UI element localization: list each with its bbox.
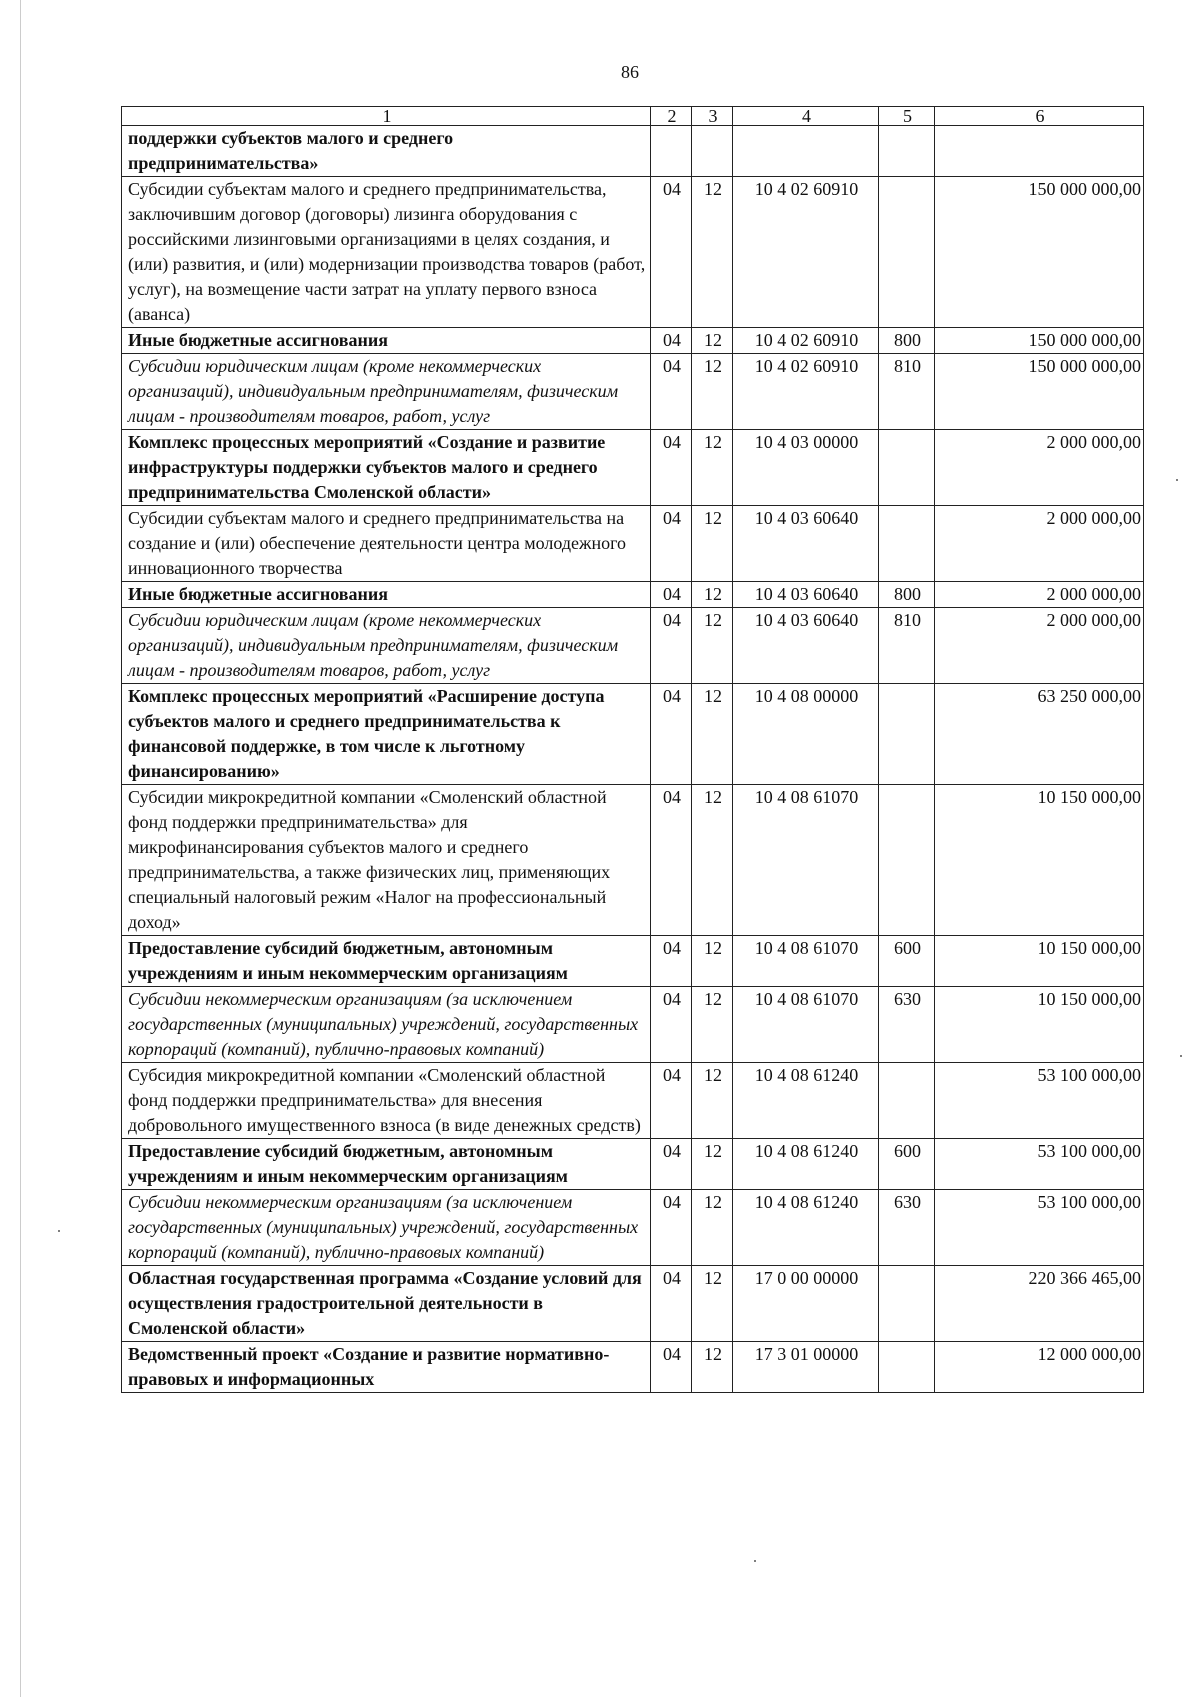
row-section-cell: 04 (651, 506, 692, 582)
row-name-cell: Субсидии некоммерческим организациям (за исключением государственных (муниципальных) учреждений, государственных корпораций (компаний), публично-правовых компаний) (122, 1190, 651, 1266)
table-row (122, 177, 1144, 328)
row-expense-type-cell: 600 (879, 1139, 935, 1190)
row-name-cell: Предоставление субсидий бюджетным, автономным учреждениям и иным некоммерческим организациям (122, 1139, 651, 1190)
row-name-cell: Комплекс процессных мероприятий «Создание и развитие инфраструктуры поддержки субъектов малого и среднего предпринимательства Смоленской области» (122, 430, 651, 506)
row-name-cell: Предоставление субсидий бюджетным, автономным учреждениям и иным некоммерческим организациям (122, 936, 651, 987)
row-amount-cell: 2 000 000,00 (935, 608, 1144, 684)
row-amount-cell: 10 150 000,00 (935, 936, 1144, 987)
row-amount-cell: 2 000 000,00 (935, 430, 1144, 506)
row-subsection-cell: 12 (692, 684, 733, 785)
table-row (122, 582, 1144, 608)
row-name-cell: Ведомственный проект «Создание и развитие нормативно-правовых и информационных (122, 1342, 651, 1393)
row-target-article-cell: 10 4 08 61240 (733, 1139, 879, 1190)
row-name-cell: Комплекс процессных мероприятий «Расширение доступа субъектов малого и среднего предпринимательства к финансовой поддержке, в том числе к льготному финансированию» (122, 684, 651, 785)
row-section-cell: 04 (651, 1063, 692, 1139)
row-target-article-cell: 10 4 08 61240 (733, 1063, 879, 1139)
row-section-cell: 04 (651, 785, 692, 936)
row-expense-type-cell (879, 126, 935, 177)
row-amount-cell: 12 000 000,00 (935, 1342, 1144, 1393)
table-row (122, 785, 1144, 936)
row-section-cell: 04 (651, 582, 692, 608)
row-target-article-cell: 10 4 08 61240 (733, 1190, 879, 1266)
row-target-article-cell: 10 4 02 60910 (733, 177, 879, 328)
table-row (122, 1266, 1144, 1342)
row-expense-type-cell: 810 (879, 354, 935, 430)
row-target-article-cell: 10 4 08 61070 (733, 936, 879, 987)
row-expense-type-cell: 600 (879, 936, 935, 987)
row-amount-cell: 63 250 000,00 (935, 684, 1144, 785)
row-section-cell: 04 (651, 1266, 692, 1342)
row-target-article-cell: 10 4 03 60640 (733, 608, 879, 684)
row-expense-type-cell (879, 430, 935, 506)
row-target-article-cell: 10 4 03 60640 (733, 582, 879, 608)
table-row (122, 1190, 1144, 1266)
header-cell-name: 1 (122, 107, 651, 126)
row-subsection-cell: 12 (692, 936, 733, 987)
row-name-cell: Иные бюджетные ассигнования (122, 328, 651, 354)
row-expense-type-cell: 800 (879, 582, 935, 608)
row-name-cell: Иные бюджетные ассигнования (122, 582, 651, 608)
scan-speck (754, 1560, 756, 1562)
row-subsection-cell (692, 126, 733, 177)
row-amount-cell: 150 000 000,00 (935, 328, 1144, 354)
budget-table (121, 106, 1144, 1393)
row-target-article-cell: 10 4 02 60910 (733, 354, 879, 430)
row-subsection-cell: 12 (692, 1139, 733, 1190)
row-amount-cell: 10 150 000,00 (935, 785, 1144, 936)
header-cell-section: 2 (651, 107, 692, 126)
row-section-cell: 04 (651, 1342, 692, 1393)
row-target-article-cell: 10 4 02 60910 (733, 328, 879, 354)
header-cell-target-article: 4 (733, 107, 879, 126)
row-target-article-cell: 10 4 03 60640 (733, 506, 879, 582)
row-section-cell (651, 126, 692, 177)
row-section-cell: 04 (651, 1139, 692, 1190)
row-name-cell: Субсидии субъектам малого и среднего предпринимательства, заключившим договор (договоры) лизинга оборудования с российскими лизинговыми организациями в целях создания, и (или) развития, и (или) модернизации производства товаров (работ, услуг), на возмещение части затрат на уплату первого взноса (аванса) (122, 177, 651, 328)
row-subsection-cell: 12 (692, 785, 733, 936)
row-amount-cell: 2 000 000,00 (935, 506, 1144, 582)
row-name-cell: Субсидии некоммерческим организациям (за исключением государственных (муниципальных) учреждений, государственных корпораций (компаний), публично-правовых компаний) (122, 987, 651, 1063)
table-row (122, 126, 1144, 177)
row-name-cell: Субсидии микрокредитной компании «Смоленский областной фонд поддержки предпринимательства» для микрофинансирования субъектов малого и среднего предпринимательства, а также физических лиц, применяющих специальный налоговый режим «Налог на профессиональный доход» (122, 785, 651, 936)
row-expense-type-cell (879, 1266, 935, 1342)
row-section-cell: 04 (651, 684, 692, 785)
row-section-cell: 04 (651, 936, 692, 987)
row-section-cell: 04 (651, 328, 692, 354)
row-expense-type-cell: 630 (879, 1190, 935, 1266)
row-expense-type-cell (879, 177, 935, 328)
row-expense-type-cell: 630 (879, 987, 935, 1063)
scan-edge-mark (20, 0, 21, 1697)
scan-speck (1180, 1055, 1182, 1057)
table-row (122, 328, 1144, 354)
row-subsection-cell: 12 (692, 582, 733, 608)
row-subsection-cell: 12 (692, 354, 733, 430)
row-expense-type-cell (879, 506, 935, 582)
row-expense-type-cell (879, 1342, 935, 1393)
row-subsection-cell: 12 (692, 608, 733, 684)
row-section-cell: 04 (651, 1190, 692, 1266)
row-subsection-cell: 12 (692, 1342, 733, 1393)
row-amount-cell: 150 000 000,00 (935, 177, 1144, 328)
table-row (122, 506, 1144, 582)
scan-speck (1176, 479, 1178, 481)
row-target-article-cell: 10 4 08 61070 (733, 785, 879, 936)
row-name-cell: Субсидии юридическим лицам (кроме некоммерческих организаций), индивидуальным предпринимателям, физическим лицам - производителям товаров, работ, услуг (122, 354, 651, 430)
row-name-cell: Субсидии субъектам малого и среднего предпринимательства на создание и (или) обеспечение деятельности центра молодежного инновационного творчества (122, 506, 651, 582)
row-subsection-cell: 12 (692, 1190, 733, 1266)
row-target-article-cell (733, 126, 879, 177)
row-subsection-cell: 12 (692, 506, 733, 582)
row-amount-cell: 2 000 000,00 (935, 582, 1144, 608)
row-name-cell: Субсидия микрокредитной компании «Смоленский областной фонд поддержки предпринимательства» для внесения добровольного имущественного взноса (в виде денежных средств) (122, 1063, 651, 1139)
table-row (122, 608, 1144, 684)
row-subsection-cell: 12 (692, 987, 733, 1063)
page-number: 86 (621, 62, 639, 82)
table-row (122, 1139, 1144, 1190)
row-expense-type-cell: 800 (879, 328, 935, 354)
table-row (122, 354, 1144, 430)
scan-speck (58, 1230, 60, 1232)
row-subsection-cell: 12 (692, 328, 733, 354)
row-expense-type-cell (879, 684, 935, 785)
row-name-cell: Областная государственная программа «Создание условий для осуществления градостроительной деятельности в Смоленской области» (122, 1266, 651, 1342)
row-section-cell: 04 (651, 608, 692, 684)
row-amount-cell (935, 126, 1144, 177)
table-row (122, 987, 1144, 1063)
row-subsection-cell: 12 (692, 177, 733, 328)
row-section-cell: 04 (651, 354, 692, 430)
row-amount-cell: 53 100 000,00 (935, 1063, 1144, 1139)
row-amount-cell: 10 150 000,00 (935, 987, 1144, 1063)
table-row (122, 430, 1144, 506)
row-subsection-cell: 12 (692, 1063, 733, 1139)
row-subsection-cell: 12 (692, 1266, 733, 1342)
row-amount-cell: 150 000 000,00 (935, 354, 1144, 430)
row-amount-cell: 53 100 000,00 (935, 1190, 1144, 1266)
row-name-cell: Субсидии юридическим лицам (кроме некоммерческих организаций), индивидуальным предпринимателям, физическим лицам - производителям товаров, работ, услуг (122, 608, 651, 684)
header-row (122, 107, 1144, 126)
row-expense-type-cell (879, 785, 935, 936)
row-section-cell: 04 (651, 430, 692, 506)
row-section-cell: 04 (651, 987, 692, 1063)
row-target-article-cell: 10 4 03 00000 (733, 430, 879, 506)
table-row (122, 1342, 1144, 1393)
row-section-cell: 04 (651, 177, 692, 328)
row-target-article-cell: 17 3 01 00000 (733, 1342, 879, 1393)
row-amount-cell: 53 100 000,00 (935, 1139, 1144, 1190)
header-cell-amount: 6 (935, 107, 1144, 126)
row-target-article-cell: 17 0 00 00000 (733, 1266, 879, 1342)
row-target-article-cell: 10 4 08 61070 (733, 987, 879, 1063)
row-amount-cell: 220 366 465,00 (935, 1266, 1144, 1342)
row-name-cell: поддержки субъектов малого и среднего предпринимательства» (122, 126, 651, 177)
table-body (122, 107, 1144, 1393)
header-cell-expense-type: 5 (879, 107, 935, 126)
table-row (122, 684, 1144, 785)
row-target-article-cell: 10 4 08 00000 (733, 684, 879, 785)
row-subsection-cell: 12 (692, 430, 733, 506)
table-row (122, 1063, 1144, 1139)
table-row (122, 936, 1144, 987)
row-expense-type-cell (879, 1063, 935, 1139)
header-cell-subsection: 3 (692, 107, 733, 126)
row-expense-type-cell: 810 (879, 608, 935, 684)
